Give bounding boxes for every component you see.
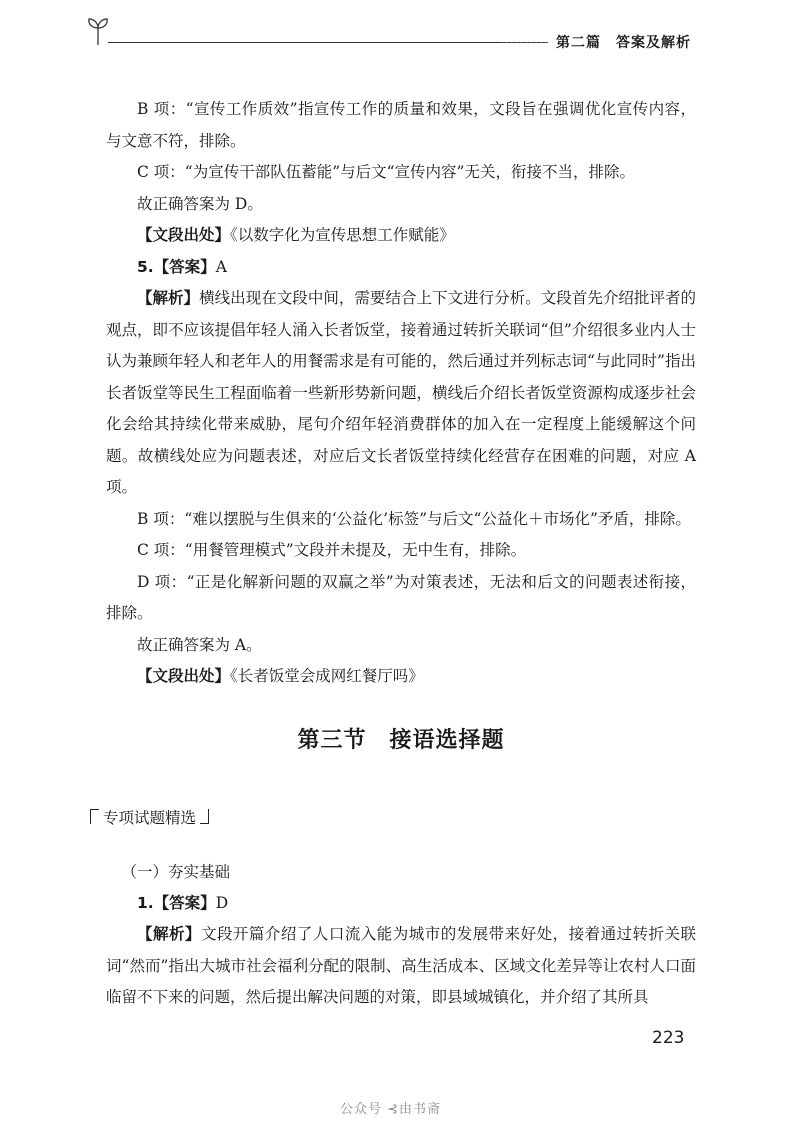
special-heading-text: 专项试题精选: [103, 808, 197, 827]
section-title: 第三节 接语选择题: [297, 727, 505, 753]
paragraph: C 项：“用餐管理模式”文段并未提及，无中生有，排除。: [137, 541, 527, 559]
header-rule-dashed: [500, 42, 548, 43]
sprout-icon: [86, 16, 110, 46]
answer-line: 5.【答案】A: [137, 257, 227, 276]
paragraph: 故正确答案为 D。: [137, 194, 263, 213]
page-number: 223: [652, 1028, 685, 1048]
header-rule: [108, 42, 548, 43]
corner-bracket-right-icon: [200, 809, 209, 824]
paragraph: B 项：“难以摆脱与生俱来的‘公益化’标签”与后文“公益化＋市场化”矛盾，排除。: [137, 509, 691, 528]
answer-line: 1.【答案】D: [137, 893, 229, 912]
header-title: 第二篇 答案及解析: [556, 35, 691, 51]
analysis-paragraph: 【解析】文段开篇介绍了人口流入能为城市的发展带来好处，接着通过转折关联词“然而”指出大城市社会福利分配的限制、高生活成本、区域文化差异等让农村人口面临留不下来的问题，然后提出解决问题的对策，即县域城镇化，并介绍了其所具: [106, 925, 696, 1006]
source-citation: 【文段出处】《以数字化为宣传思想工作赋能》: [137, 226, 455, 244]
paragraph: B 项：“宣传工作质效”指宣传工作的质量和效果，文段旨在强调优化宣传内容，与文意不符，排除。: [106, 100, 696, 150]
answer-block-bottom: [106, 888, 696, 1014]
answer-block-top: [106, 94, 696, 693]
paragraph: C 项：“为宣传干部队伍蓄能”与后文“宣传内容”无关，衔接不当，排除。: [137, 163, 635, 181]
page-content: [103, 94, 696, 1014]
subheading: （一）夯实基础: [121, 862, 231, 881]
paragraph: D 项：“正是化解新问题的双赢之举”为对策表述，无法和后文的问题表述衔接，排除。: [106, 572, 696, 622]
source-citation: 【文段出处】《长者饭堂会成网红餐厅吗》: [137, 667, 424, 685]
corner-bracket-left-icon: [90, 809, 99, 824]
analysis-paragraph: 【解析】横线出现在文段中间，需要结合上下文进行分析。文段首先介绍批评者的观点，即不应该提倡年轻人涌入长者饭堂，接着通过转折关联词“但”介绍很多业内人士认为兼顾年轻人和老年人的用餐需求是有可能的，然后通过并列标志词“与此同时”指出长者饭堂等民生工程面临着一些新形势新问题，横线后介绍长者饭堂资源构成逐步社会化会给其持续化带来威胁，尾句介绍年轻消费群体的加入在一定程度上能缓解这个问题。故横线处应为问题表述，对应后文长者饭堂持续化经营存在困难的问题，对应 A 项。: [106, 289, 696, 496]
special-heading: [90, 806, 696, 828]
paragraph: 故正确答案为 A。: [137, 635, 262, 654]
watermark: 公众号 ⊰由书斋: [340, 1102, 442, 1117]
running-header: [0, 0, 800, 70]
